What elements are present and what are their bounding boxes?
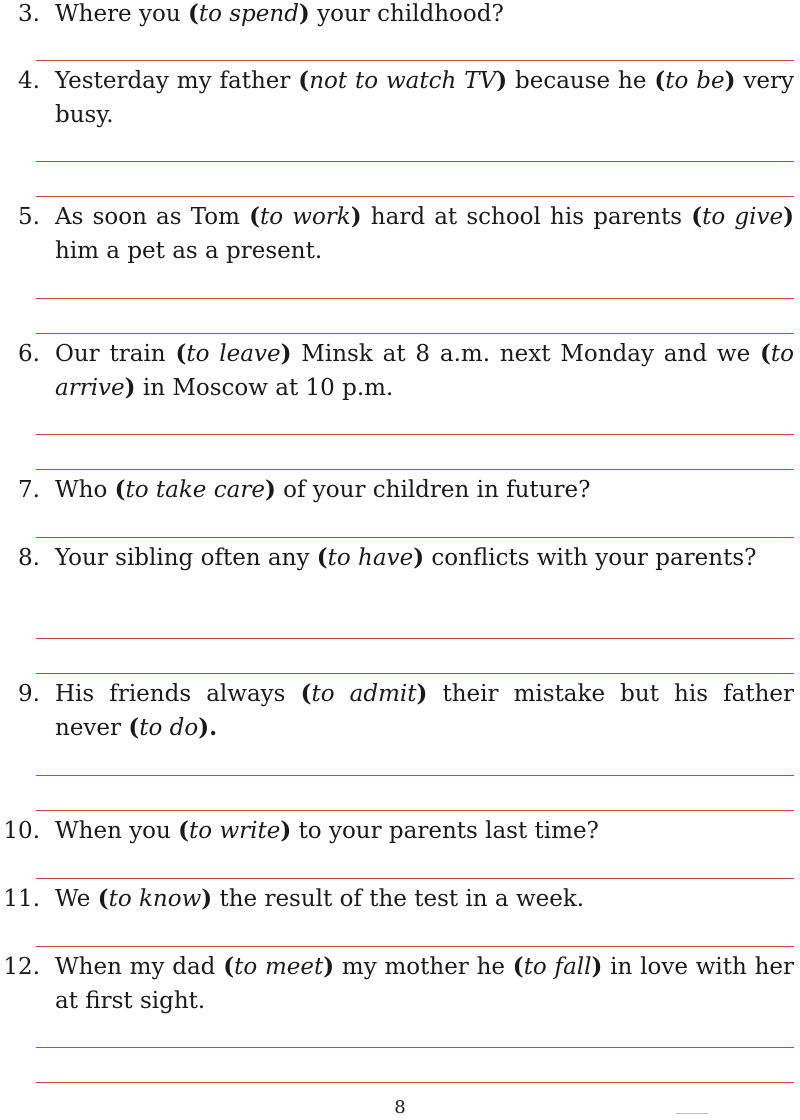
exercise-text xyxy=(55,677,794,745)
text-segment: Yesterday my father xyxy=(55,68,299,94)
verb-prompt: to write xyxy=(189,818,281,844)
bracket: ( xyxy=(300,680,312,707)
bracket: ( xyxy=(298,67,310,94)
verb-prompt: to spend xyxy=(198,1,299,27)
bracket: ) xyxy=(496,67,508,94)
answer-line[interactable] xyxy=(36,60,794,61)
answer-line[interactable] xyxy=(36,1047,794,1048)
bracket: ( xyxy=(114,476,126,503)
text-segment: Minsk at 8 a.m. next Monday and we xyxy=(291,341,761,367)
bracket: ) xyxy=(783,203,794,230)
bracket: ( xyxy=(187,0,199,27)
exercise-text xyxy=(55,473,794,507)
verb-prompt: to admit xyxy=(311,681,417,707)
text-segment: your childhood? xyxy=(309,1,504,27)
answer-line[interactable] xyxy=(36,298,794,299)
page-number: 8 xyxy=(394,1097,406,1118)
bracket: ( xyxy=(178,817,190,844)
text-segment: As soon as Tom xyxy=(55,204,250,230)
bracket: ( xyxy=(760,340,771,367)
bracket: ( xyxy=(249,203,261,230)
exercise-number: 7. xyxy=(18,477,40,503)
bracket: ) xyxy=(264,476,276,503)
answer-line[interactable] xyxy=(36,434,794,435)
verb-prompt: to be xyxy=(665,68,725,94)
exercise-text xyxy=(55,337,794,405)
bracket: ) xyxy=(323,953,335,980)
text-segment: my mother he xyxy=(334,954,513,980)
bracket: ( xyxy=(316,544,328,571)
bracket: ) xyxy=(591,953,603,980)
bracket: ) xyxy=(124,374,136,401)
exercise-number: 9. xyxy=(18,681,40,707)
bracket: ( xyxy=(691,203,703,230)
text-segment: We xyxy=(55,886,98,912)
answer-line[interactable] xyxy=(36,878,794,879)
bracket: ( xyxy=(175,340,187,367)
text-segment: because he xyxy=(507,68,655,94)
answer-line[interactable] xyxy=(36,946,794,947)
exercise-number: 8. xyxy=(18,545,40,571)
answer-line[interactable] xyxy=(36,161,794,162)
verb-prompt: to leave xyxy=(186,341,281,367)
answer-line[interactable] xyxy=(36,537,794,538)
page-corner-mark xyxy=(676,1113,708,1114)
bracket: ( xyxy=(654,67,666,94)
bracket: ) xyxy=(724,67,736,94)
text-segment: to your parents last time? xyxy=(291,818,599,844)
text-segment: hard at school his parents xyxy=(361,204,692,230)
exercise-text xyxy=(55,814,794,848)
bracket: ( xyxy=(223,953,235,980)
text-segment: their mistake but his father never xyxy=(55,681,794,741)
verb-prompt: to have xyxy=(327,545,414,571)
verb-prompt: to arrive xyxy=(55,341,795,401)
exercise-number: 3. xyxy=(18,1,40,27)
verb-prompt: to work xyxy=(260,204,351,230)
exercise-text xyxy=(55,64,794,132)
verb-prompt: to do xyxy=(139,715,199,741)
answer-line[interactable] xyxy=(36,469,794,470)
answer-line[interactable] xyxy=(36,775,794,776)
answer-line[interactable] xyxy=(36,638,794,639)
text-segment: the result of the test in a week. xyxy=(212,886,585,912)
bracket: ) xyxy=(350,203,362,230)
bracket: ( xyxy=(97,885,109,912)
text-segment: him a pet as a present. xyxy=(55,238,323,264)
exercise-text xyxy=(55,541,794,575)
answer-line[interactable] xyxy=(36,1082,794,1083)
bracket: ( xyxy=(128,714,140,741)
text-segment: in love with her at first sight. xyxy=(55,954,794,1014)
exercise-text xyxy=(55,0,794,31)
exercise-number: 12. xyxy=(3,954,40,980)
verb-prompt: to give xyxy=(702,204,784,230)
verb-prompt: to meet xyxy=(234,954,324,980)
exercise-text xyxy=(55,882,794,916)
exercise-text xyxy=(55,950,794,1018)
exercise-number: 4. xyxy=(18,68,40,94)
bracket: ) xyxy=(201,885,213,912)
text-segment: conflicts with your parents? xyxy=(424,545,757,571)
answer-line[interactable] xyxy=(36,333,794,334)
text-segment: When you xyxy=(55,818,179,844)
verb-prompt: to take care xyxy=(125,477,265,503)
bracket: ) xyxy=(298,0,310,27)
bracket: ) xyxy=(416,680,428,707)
text-segment: Your sibling often any xyxy=(55,545,317,571)
exercise-number: 6. xyxy=(18,341,40,367)
bracket: ) xyxy=(413,544,425,571)
verb-prompt: to know xyxy=(108,886,202,912)
bracket: ). xyxy=(198,714,218,741)
answer-line[interactable] xyxy=(36,673,794,674)
text-segment: His friends always xyxy=(55,681,301,707)
bracket: ) xyxy=(280,340,292,367)
text-segment: Who xyxy=(55,477,115,503)
exercise-text xyxy=(55,200,794,268)
text-segment: Where you xyxy=(55,1,188,27)
text-segment: Our train xyxy=(55,341,176,367)
answer-line[interactable] xyxy=(36,196,794,197)
exercise-number: 11. xyxy=(3,886,40,912)
exercise-number: 5. xyxy=(18,204,40,230)
exercise-number: 10. xyxy=(3,818,40,844)
text-segment: When my dad xyxy=(55,954,224,980)
answer-line[interactable] xyxy=(36,810,794,811)
text-segment: very busy. xyxy=(55,68,795,128)
bracket: ) xyxy=(280,817,292,844)
text-segment: in Moscow at 10 p.m. xyxy=(135,375,394,401)
bracket: ( xyxy=(512,953,524,980)
verb-prompt: to fall xyxy=(523,954,592,980)
verb-prompt: not to watch TV xyxy=(309,68,497,94)
text-segment: of your children in future? xyxy=(275,477,591,503)
